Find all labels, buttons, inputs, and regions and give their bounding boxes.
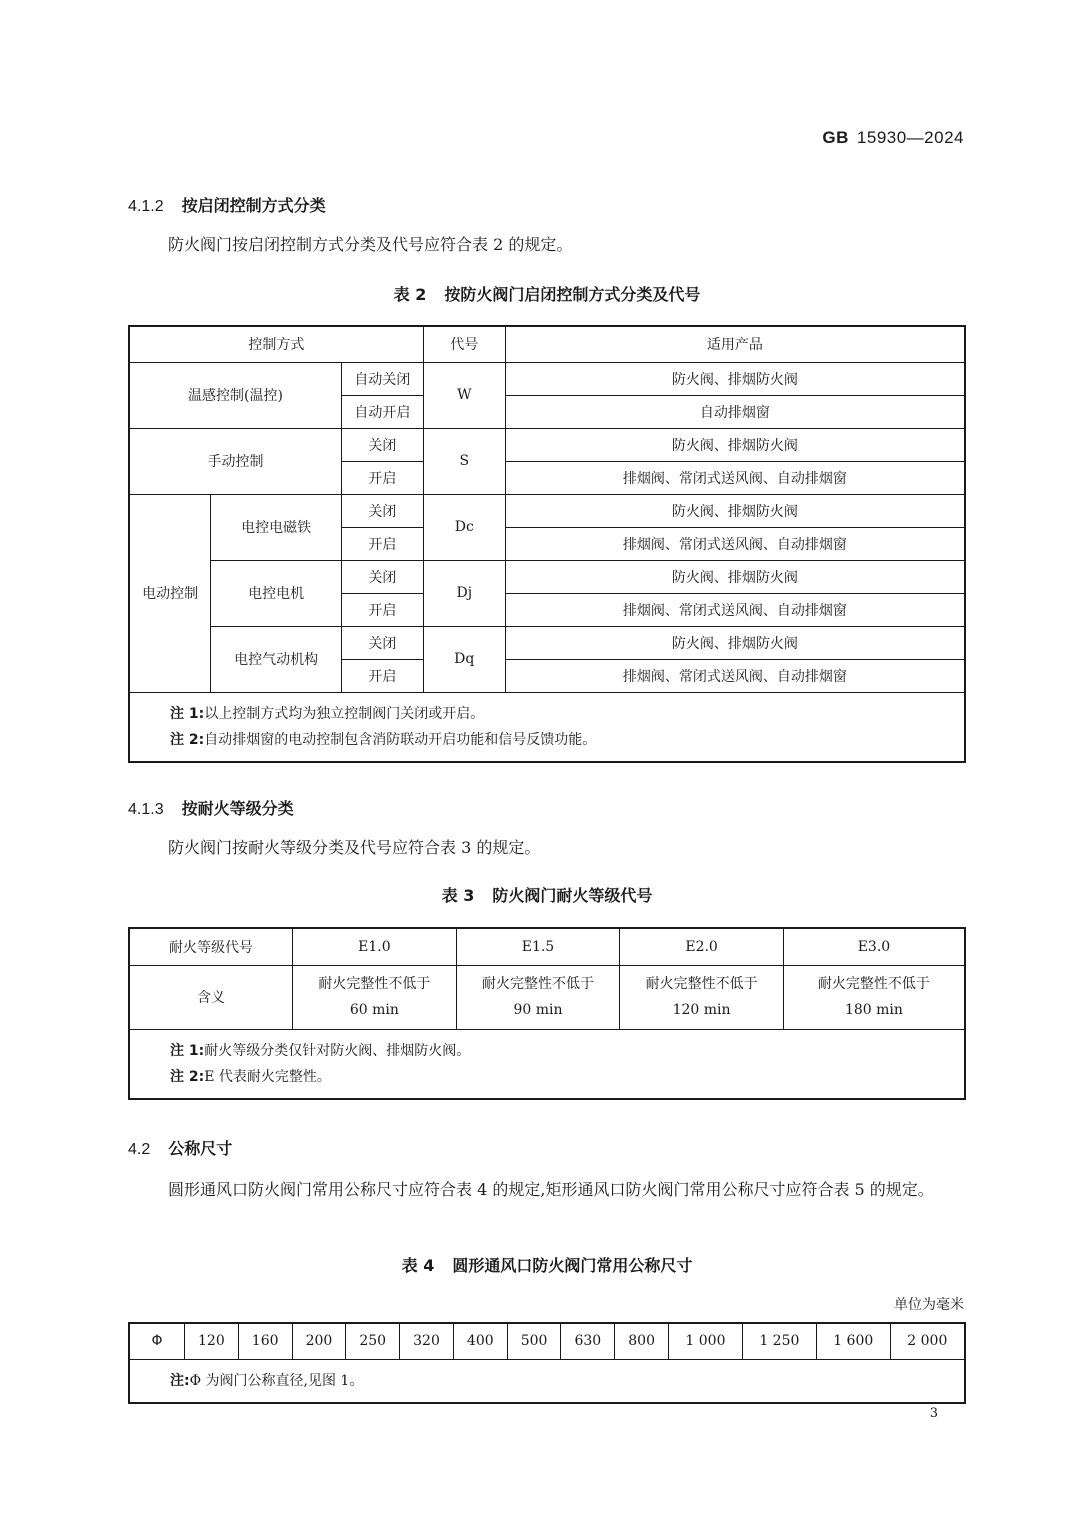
cell-open: 开启	[342, 461, 424, 494]
standard-code	[822, 128, 964, 148]
cell-product: 防火阀、排烟防火阀	[505, 494, 965, 527]
cell-product: 排烟阀、常闭式送风阀、自动排烟窗	[505, 527, 965, 560]
table3-note-1: 注 1:耐火等级分类仅针对防火阀、排烟防火阀。	[170, 1042, 471, 1059]
cell-auto-close: 自动关闭	[342, 362, 424, 395]
cell-electromagnet: 电控电磁铁	[211, 494, 342, 560]
paragraph-4-2: 圆形通风口防火阀门常用公称尺寸应符合表 4 的规定,矩形通风口防火阀门常用公称尺寸应符合表 5 的规定。	[168, 1180, 934, 1199]
cell-motor: 电控电机	[211, 560, 342, 626]
table4-title: 圆形通风口防火阀门常用公称尺寸	[452, 1256, 693, 1275]
table4-unit: 单位为毫米	[894, 1297, 964, 1313]
table2-header-control: 控制方式	[129, 326, 423, 362]
row-temp-control: 温感控制(温控)	[129, 362, 342, 428]
cell-code-s: S	[423, 428, 505, 494]
cell-fire-code: E1.0	[293, 928, 457, 965]
cell-size: 400	[453, 1323, 507, 1359]
table4-caption	[128, 1253, 966, 1276]
cell-size: 1 600	[816, 1323, 890, 1359]
cell-product: 防火阀、排烟防火阀	[505, 560, 965, 593]
cell-code-w: W	[423, 362, 505, 428]
cell-size: 250	[346, 1323, 400, 1359]
table2-label: 表 2	[393, 285, 427, 304]
table4	[128, 1322, 966, 1404]
page-number: 3	[929, 1406, 938, 1421]
paragraph-4-1-2: 防火阀门按启闭控制方式分类及代号应符合表 2 的规定。	[168, 235, 573, 254]
cell-size: 630	[561, 1323, 615, 1359]
cell-size: 2 000	[890, 1323, 965, 1359]
row-manual-control: 手动控制	[129, 428, 342, 494]
cell-size: 120	[185, 1323, 239, 1359]
cell-product: 自动排烟窗	[505, 395, 965, 428]
table2-title: 按防火阀门启闭控制方式分类及代号	[444, 285, 701, 304]
cell-size: 1 250	[742, 1323, 816, 1359]
standard-prefix: GB	[822, 128, 849, 147]
table3-note-2: 注 2:E 代表耐火完整性。	[170, 1068, 331, 1085]
table4-label: 表 4	[401, 1256, 435, 1275]
table2-note-2: 注 2:自动排烟窗的电动控制包含消防联动开启功能和信号反馈功能。	[170, 731, 597, 748]
cell-close: 关闭	[342, 626, 424, 659]
row-electric-control: 电动控制	[129, 494, 211, 692]
section-title: 公称尺寸	[168, 1139, 233, 1158]
section-heading-4-1-3	[128, 796, 294, 819]
cell-fire-code: E2.0	[620, 928, 784, 965]
cell-size: 200	[292, 1323, 346, 1359]
section-title: 按启闭控制方式分类	[181, 196, 326, 215]
cell-product: 排烟阀、常闭式送风阀、自动排烟窗	[505, 593, 965, 626]
section-heading-4-1-2	[128, 193, 326, 216]
standard-number: 15930—2024	[856, 128, 964, 147]
section-number: 4.1.3	[128, 801, 164, 818]
cell-close: 关闭	[342, 428, 424, 461]
cell-code-dj: Dj	[423, 560, 505, 626]
table3	[128, 927, 966, 1100]
cell-size: 160	[238, 1323, 292, 1359]
cell-product: 防火阀、排烟防火阀	[505, 362, 965, 395]
cell-product: 防火阀、排烟防火阀	[505, 626, 965, 659]
cell-meaning: 耐火完整性不低于 60 min	[293, 965, 457, 1029]
table2-note-1: 注 1:以上控制方式均为独立控制阀门关闭或开启。	[170, 705, 485, 722]
section-title: 按耐火等级分类	[181, 799, 294, 818]
cell-product: 防火阀、排烟防火阀	[505, 428, 965, 461]
cell-close: 关闭	[342, 560, 424, 593]
cell-open: 开启	[342, 593, 424, 626]
section-number: 4.2	[128, 1141, 151, 1158]
table3-title: 防火阀门耐火等级代号	[492, 886, 653, 905]
table2-header-product: 适用产品	[505, 326, 965, 362]
table4-symbol: Φ	[129, 1323, 185, 1359]
cell-code-dq: Dq	[423, 626, 505, 692]
table3-row-header-meaning: 含义	[129, 965, 293, 1029]
cell-meaning: 耐火完整性不低于 120 min	[620, 965, 784, 1029]
cell-open: 开启	[342, 527, 424, 560]
cell-meaning: 耐火完整性不低于 90 min	[456, 965, 620, 1029]
cell-open: 开启	[342, 659, 424, 692]
table3-row-header-code: 耐火等级代号	[129, 928, 293, 965]
table2-notes	[129, 692, 965, 762]
table3-notes	[129, 1029, 965, 1099]
table2	[128, 325, 966, 763]
cell-size: 800	[615, 1323, 669, 1359]
table3-caption	[128, 883, 966, 906]
section-heading-4-2	[128, 1136, 232, 1159]
cell-product: 排烟阀、常闭式送风阀、自动排烟窗	[505, 659, 965, 692]
cell-auto-open: 自动开启	[342, 395, 424, 428]
cell-pneumatic: 电控气动机构	[211, 626, 342, 692]
table2-header-code: 代号	[423, 326, 505, 362]
cell-close: 关闭	[342, 494, 424, 527]
table2-caption	[128, 282, 966, 305]
table3-label: 表 3	[441, 886, 475, 905]
cell-size: 500	[507, 1323, 561, 1359]
cell-size: 1 000	[669, 1323, 743, 1359]
section-number: 4.1.2	[128, 198, 164, 215]
cell-fire-code: E1.5	[456, 928, 620, 965]
cell-size: 320	[400, 1323, 454, 1359]
cell-code-dc: Dc	[423, 494, 505, 560]
cell-meaning: 耐火完整性不低于 180 min	[783, 965, 965, 1029]
paragraph-4-1-3: 防火阀门按耐火等级分类及代号应符合表 3 的规定。	[168, 838, 541, 857]
table4-note: 注:Φ 为阀门公称直径,见图 1。	[129, 1359, 965, 1403]
cell-fire-code: E3.0	[783, 928, 965, 965]
cell-product: 排烟阀、常闭式送风阀、自动排烟窗	[505, 461, 965, 494]
